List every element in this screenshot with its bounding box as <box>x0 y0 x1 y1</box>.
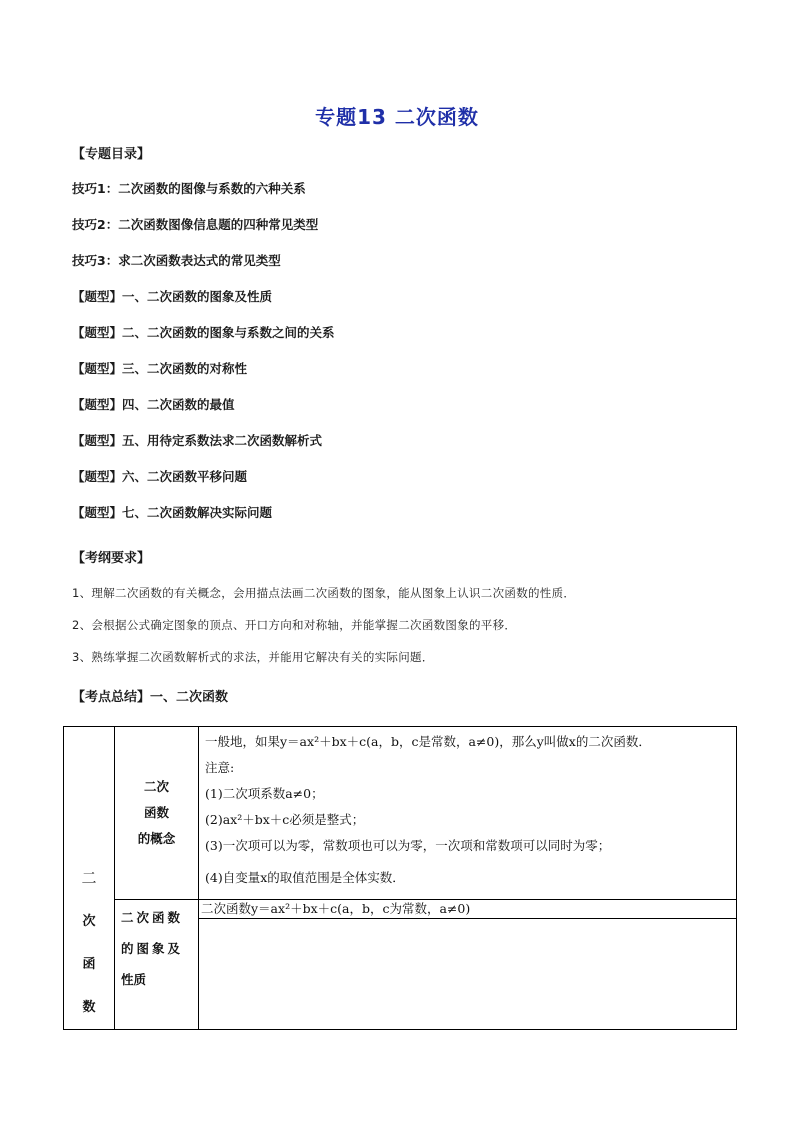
properties-label-cell <box>115 900 199 1030</box>
toc-item: 技巧3：求二次函数表达式的常见类型 <box>72 253 281 268</box>
requirement-item: 1、理解二次函数的有关概念，会用描点法画二次函数的图象，能从图象上认识二次函数的性质． <box>72 586 576 600</box>
concept-content-cell <box>199 727 737 900</box>
content-line: (1)二次项系数a≠0； <box>205 786 324 801</box>
row-label: 二次函数 <box>121 910 184 926</box>
content-line: 一般地，如果y＝ax²＋bx＋c(a，b，c是常数，a≠0)，那么y叫做x的二次函数． <box>205 734 651 749</box>
row-label: 的图象及 <box>121 941 184 957</box>
content-line: (4)自变量x的取值范围是全体实数． <box>205 870 405 885</box>
toc-item: 【题型】四、二次函数的最值 <box>72 397 235 412</box>
content-line: (2)ax²＋bx＋c必须是整式； <box>205 812 365 827</box>
toc-item: 技巧2：二次函数图像信息题的四种常见类型 <box>72 217 319 232</box>
requirement-item: 2、会根据公式确定图象的顶点、开口方向和对称轴，并能掌握二次函数图象的平移． <box>72 618 517 632</box>
requirements-header: 【考纲要求】 <box>72 551 151 566</box>
row-label: 的概念 <box>137 831 176 847</box>
content-line: 二次函数y＝ax²＋bx＋c(a，b，c为常数，a≠0) <box>199 900 736 919</box>
content-line: (3)一次项可以为零，常数项也可以为零，一次项和常数项可以同时为零； <box>205 838 611 853</box>
requirement-item: 3、熟练掌握二次函数解析式的求法，并能用它解决有关的实际问题． <box>72 650 434 664</box>
row-label: 性质 <box>121 972 147 988</box>
toc-item: 【题型】六、二次函数平移问题 <box>72 469 248 484</box>
big-label-char: 次 <box>82 914 96 929</box>
toc-item: 【题型】二、二次函数的图象与系数之间的关系 <box>72 325 335 340</box>
summary-table <box>63 726 737 1030</box>
row-label: 二次 <box>143 779 169 795</box>
page-title: 专题13 二次函数 <box>315 105 479 129</box>
table-row <box>64 900 737 1030</box>
toc-header: 【专题目录】 <box>72 147 151 162</box>
big-label-char: 二 <box>81 869 97 887</box>
row-label: 函数 <box>143 805 169 821</box>
toc-item: 【题型】五、用待定系数法求二次函数解析式 <box>72 433 323 448</box>
summary-header: 【考点总结】一、二次函数 <box>72 690 229 705</box>
toc-item: 【题型】七、二次函数解决实际问题 <box>72 505 273 520</box>
big-label-char: 数 <box>82 1000 96 1015</box>
properties-content-cell <box>199 900 737 1030</box>
concept-label-cell <box>115 727 199 900</box>
toc-item: 【题型】一、二次函数的图象及性质 <box>72 289 273 304</box>
big-label-cell <box>64 727 115 1030</box>
toc-item: 【题型】三、二次函数的对称性 <box>72 361 248 376</box>
big-label-char: 函 <box>82 957 96 972</box>
content-line: 注意: <box>205 760 235 775</box>
toc-item: 技巧1：二次函数的图像与系数的六种关系 <box>72 181 306 196</box>
table-row <box>64 727 737 900</box>
